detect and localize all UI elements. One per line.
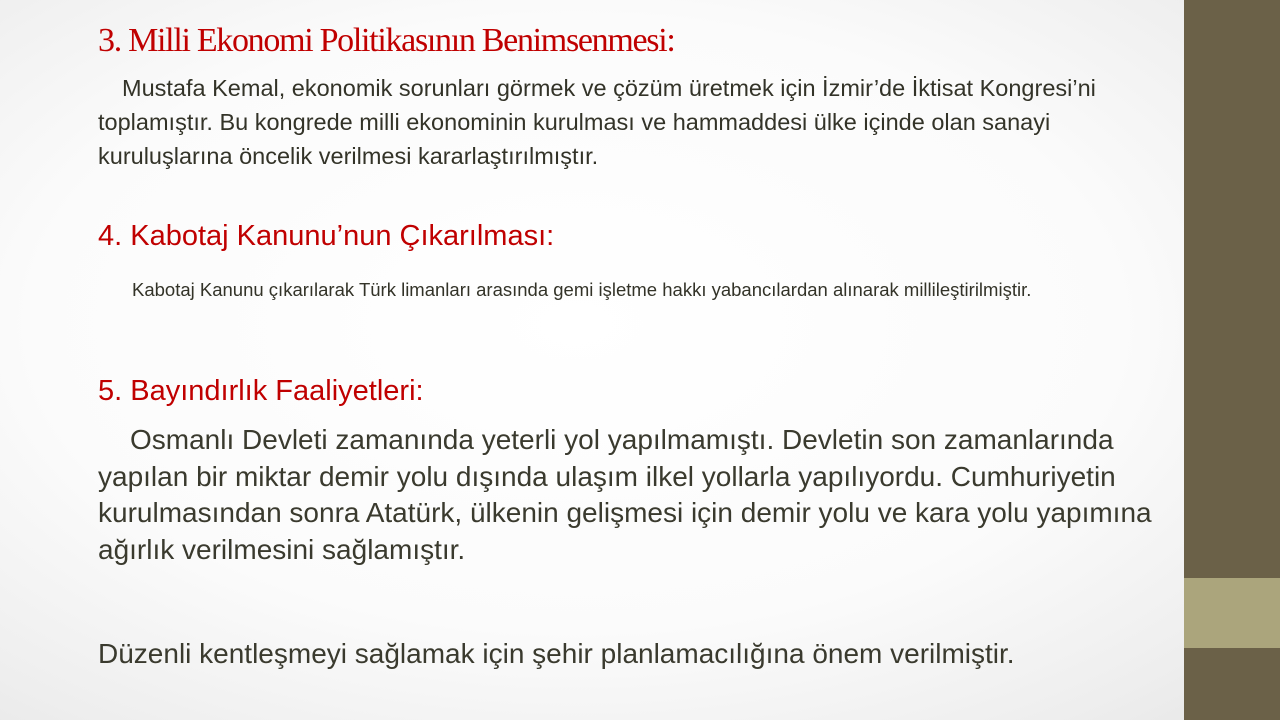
section-4-body [98,274,1178,306]
section-3-body-text: Mustafa Kemal, ekonomik sorunları görmek ve çözüm üretmek için İzmir’de İktisat Kongresi’ni toplamıştır. Bu kongrede milli ekonominin kurulması ve hammaddesi ülke içinde olan sanayi kuruluşlarına öncelik verilmesi kararlaştırılmıştır. [98,75,1096,169]
section-3-body [98,71,1178,173]
section-4-heading: 4. Kabotaj Kanunu’nun Çıkarılması: [98,220,555,252]
side-decoration-accent [1184,578,1280,648]
section-5-body [98,422,1178,568]
section-5-closing: Düzenli kentleşmeyi sağlamak için şehir planlamacılığına önem verilmiştir. [98,638,1015,669]
section-5-heading: 5. Bayındırlık Faaliyetleri: [98,375,424,407]
section-3-heading: 3. Milli Ekonomi Politikasının Benimsenmesi: [98,22,675,59]
section-5-body-text: Osmanlı Devleti zamanında yeterli yol yapılmamıştı. Devletin son zamanlarında yapılan bir miktar demir yolu dışında ulaşım ilkel yollarla yapılıyordu. Cumhuriyetin kurulmasından sonra Atatürk, ülkenin gelişmesi için demir yolu ve kara yolu yapımına ağırlık verilmesini sağlamıştır. [98,424,1152,565]
section-4-body-text: Kabotaj Kanunu çıkarılarak Türk limanları arasında gemi işletme hakkı yabancılardan alınarak millileştirilmiştir. [132,279,1032,300]
